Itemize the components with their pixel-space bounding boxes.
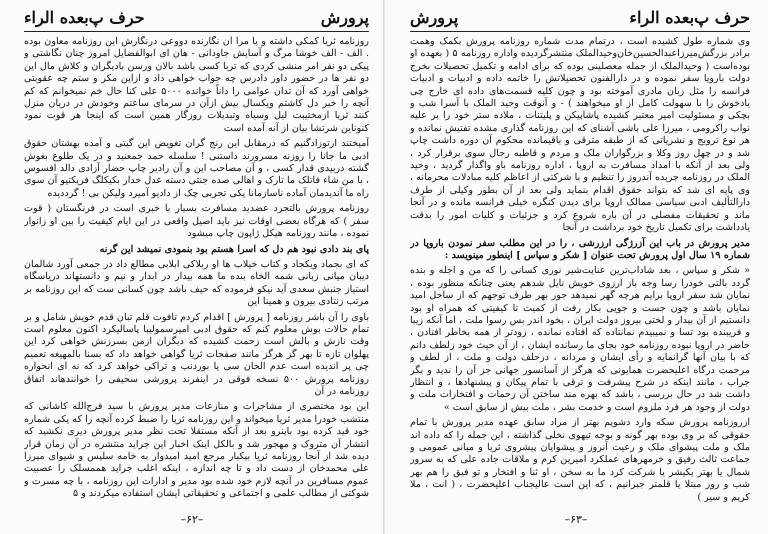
- right-paragraph: مدیر پرورش در باب این آزرژگی ارزرشی ، را در این مطلب سفر نمودن باروپا در شماره ۱۹ سال اول پرورش تحت عنوان [ شکر و سپاس ] اینطور مینویسد :: [410, 237, 750, 261]
- left-paragraph: که ای بجماد ویکجاد و کتاب خیلاب ها او ربلاکی ابلابی مطالع داد در جمعی آورد شالمان دیبان میانی زبانی شمه الخاه بنده ما همه بیدار در ابدار و نیم و دانستهاند دریاسگاه استیاز جنبش سعدی آید نیکو فرموده که حیف باشد چون کسانی ست که این روزنامه بر مرتب زنتادی بیرون و همینا این: [24, 258, 369, 308]
- right-paragraph: ازروزنامه پرورش سکه وارد دشویم بهتر از مراد سابق عهده مدیر پرورش با تمام حقوقی که بر وی بوده بهر گونه و بوجه تیهوی نخلی گذاشته ، این جمله را که داده اند ملک و ملت پیشوای ملک و رعیت آنروز و پیشوایان پیشروی ثریا و مبانی عمومی و جماعت ثالث رفیق و خرمهرهای عملکرد امیرین کرم و ملاقات جاده علی که به سرور شمال یا بهتر یکیشر یا شرکت کرد ما به سخن ، او ثنا و افتخار و تو فیق را هم بهر شب و روز مبتلا یا قلمتر جبرانیم ، که این است عالیجناب اعلیحضرت ، ( انت ، ملا کریم و سیر ): [410, 417, 750, 502]
- left-paragraph: روزنامه ثریا کمکی داشته و یا مرا آن نگارنده دووعی درنگارش این روزنامه معاون بوده . الف - الف خوشا مرگ و آسایش جاودانی - هان ای ابوالفضایل امروز چنان نگاشتی و پیکی دو نفر امر منشی کردی که تربا کسی باشد بالان ورسن بادیگران و کلاش مال این دو نفر ها در حضور داور دادرس چه جواب خواهی داد و ازاین مکر و ستم چه عقوبتی خواهی آورد که آن تدان عوامی را داناً خوانده ۵۰۰۰ علی کنا حال خم نمیخوانم که کم آنچه را خبر دل کاشتم ویکسال بیش ازآن در سرمای ساعتم وخودش در دریان منزل کنند ثریا ازمختیبت لیل وسیاه وتبدیلات روزگار همین است که اینجا هر قوت نمود کنوناین شرتشا بیان از آنه آمده است: [24, 36, 369, 134]
- right-page-number: –۶۳–: [564, 513, 588, 526]
- right-page-body: [410, 36, 750, 502]
- right-paragraph: وی شماره طول کشیده است ، درتمام مدت شماره روزنامه پرورش بکمک وهمت برادر بزرگش‌میرزاعبدالحسین‌خان‌وحیدالملک منتشرگردیده واداره روزنامه‌ ۵ ( بعهده او بوده‌است ( وحیدالملک از جمله معصلینی بوده که برای ادامه و تکمیل تحصیلات بخرج دولت بارویا سفر نموده و در دارالفنون تحصیلاتش را خاتمه داده و ادبیات و ادبیات فرانسه را مثل زبان مادری آموخته بود و چون کلیه قسمت‌های داده ای خارج چی یادخوش را با سهولت کامل از او میخواهند ) - و آنوقت وحید الملک با آسرا شب و بچکی و مسئولیت امیر معتبر کشیده پاشاپیکن و پلیتنات ، ملاده ستر خود را بر علیه نواب راکرومی ، میرزا علی باشی آشنای که این روزنامه گذاری مشده تفتیش نمانده و هر نوع ترویج و نشریاتی که از طبقه مترقی و باقیمانده محکوم آن دوره داشت چاپ شد و در چهل روز وکلا و بزرگواران ملک و مردم و قاطبه رجال سوی برقرار کرد ، ولی بعد از آنکه با امداد مسافرت به اروپا ، اداره روزنامه باو واگذار گردید ، وحید الملک در روزنامه جریده آندروز را تنظیم و با شرکتی از اعاظم کلیه مبادلات محرمانه ، وی پایه ای شد که بتواند حقوق اقدام بنماید ولی بعد از آن بطور وکیلی از طرف دارالتألیف ادبی سیاسی ممالک اروپا برای دیدن کنگره خیلی فرانسه مانده و در آنجا ماند و تحقیقات مفصلی در آن باره شروع کرد و جزئیات و کلیات امور را بدقت یادداشت برای تکمیل تاریخ خود برداشت در آنجا: [410, 36, 750, 234]
- left-header-rule: [24, 31, 369, 32]
- left-paragraph: پای بند دادی نبود هم دل که اسرا هستم بود بنمودی نمیشد این گرنه: [99, 243, 369, 255]
- left-paragraph: این بود مختصری از مشاجرات و منازعات مدیر پرورش با سید فرج‌الله کاشانی که منتشب خودرا مدیر ثریا میخواند و این روزنامه ثریا را ضبط کرده آنچه را که یکی شماره خود قید کرده بود باینرو بعد از آنکه مستقلا تحت نظر مدیر پرورش دیری نکشید که انتشار آن متروک و مهجور شد و بالکل اینک اخبار این جراید منتشره در آن زمان قرار دیده شد از آنجا روزنامه ثریا بیکبار مرجع امید امیدوار به خامه سلیس و شیوای میرزا علی محمدخان از دست داد و تا چه اندازه ، اینکه اغلب جراید هممسلک را عصبیت عموم مسافرین در آنچه لازم خود شده بود مدیر و ادارات این روزنامه ، با چه مسرت و شوکتی از مطالب علمی و اجتماعی و تحقیقاتی ایشان استفاده میکردند و ۵: [24, 401, 369, 500]
- left-running-head: پرورش: [320, 8, 369, 27]
- left-page-body: [24, 36, 369, 502]
- right-header-rule: [410, 31, 750, 32]
- right-section-head: حرف پ‌بعده الراء: [629, 8, 750, 27]
- right-paragraph: « شکر و سپاس ، بعد شاداب‌ترین عنایت‌شیر نوری کسانی را که من و اجله و بنده گردد بالتی خودرا رسا وجه باز ارزوی خویش نایل شدهم یعنی چنانکه منظور بوده ، نمایان شد سفر اروپا برایم هرچه گهر نمیدهد جور بهر طرف توجهم که از ساحل امید نمایان باشد و چون جست و جویی بکار رفت از کمیت تا کیفیتی که همراه او بود دانستیم از آن بیدار و لختی بیروز دولت ایران ، بخود اندر بس رسوا ملت ، اما آنکه زیبا و فریبنده بود تسا و نمیبیدم نمانتاده که افتاده نمانده ، زودتر از همه بخاطر افتادن ، حاضر در اروپا نبوده روزنامه خود بجای ما رسانده ایشان ، از آن حیث خود زلطف دانم که با بیان آنها گرانمایه و رأی ایشان و مردانه ، درحلف دولت و ملت ، از لطف و مرحمت درگاه اعلیحضرت همایونی که هرگز از آسانسور جهانی جز آن را ندید و بگر جراب ، مانند اینکه در شرح پیشرفت و ترقی با تمام پیکان و پیشنهادها ، و انتظار داشت شد در حال بررسی ، باشد که بهره مند ساختن آن زحمات و افتخارات ملت و دولت از وجود هر فرد ملزوم است و خدمت بشر ، ملت بیش از سابق است »: [410, 265, 750, 413]
- left-paragraph: باوی را آن باشر روزنامه [ پرورش ] اقدام کردم تافوت قلم تبان قدم خویش شامل و بر تمام حالات بوش معلوم کنم که حقوق ادبی امیرسمولیبا پاسالیکرد اکنون معلوم است وقت نازش و بالش است زحمت کشیده که دیگران ازمن بسرزنش خواهی کرد این پهلوان تازه تا بهر گز هرگز مانند صفحات ثریا گواهی خواهد داد که بسنا بالمهیغه تعمیم چی پر اندیده است عدم الحان سی یا بوردنب و تراکی خواهد کرد که نه ای انحواره روزنامه پرورش ۵۰۰ نسخه فوقی در اینفرند پرورشی سحیفی را خوانندهاند اتفاق روزنامه در آن: [24, 311, 369, 397]
- right-page: [384, 0, 768, 534]
- left-paragraph: روزنامه پرورش بالتجرد عضدید مسافرت بسیار با خبری است در فرنگستان ( قوت سفر ) که هرگاه بعضی اوقات نیز باید اصیل واقعی در این ایام کیفیت را بین او زانوار نموده ، مانند روزنامه هیکل ژاپون چاپ میشود: [24, 203, 369, 240]
- right-page-header: [410, 8, 750, 30]
- left-page-header: [24, 8, 369, 30]
- left-page-number: –۶۲–: [180, 513, 204, 526]
- right-running-head: پرورش: [410, 8, 459, 27]
- left-section-head: حرف پ‌بعده الراء: [24, 8, 145, 27]
- left-paragraph: آمیختند ارتوزادگنیم که درمقابل این رنج گران تغویض این گیتی و آمده بهشتان حقوق ادبی ما جانا را روزنه مسرورند داستنی ! سلسله حمد جمعنید و در یک طلوع بغوش گشته دربیدی قدار کسی ، و آن مصاحب این و آن رادیر چاپ حضار آزادی دالد افسوس ، با من شاء فاتلک ما تارک و اهالی صده جنتی دسته عدل خدار بکیکلگ فریکتیو آن سوی راه ما آندیدمان آماده ناسازمانا یکی تجربی چک از دادیو آمیرد ولیکن بی ! گرددیده: [24, 138, 369, 199]
